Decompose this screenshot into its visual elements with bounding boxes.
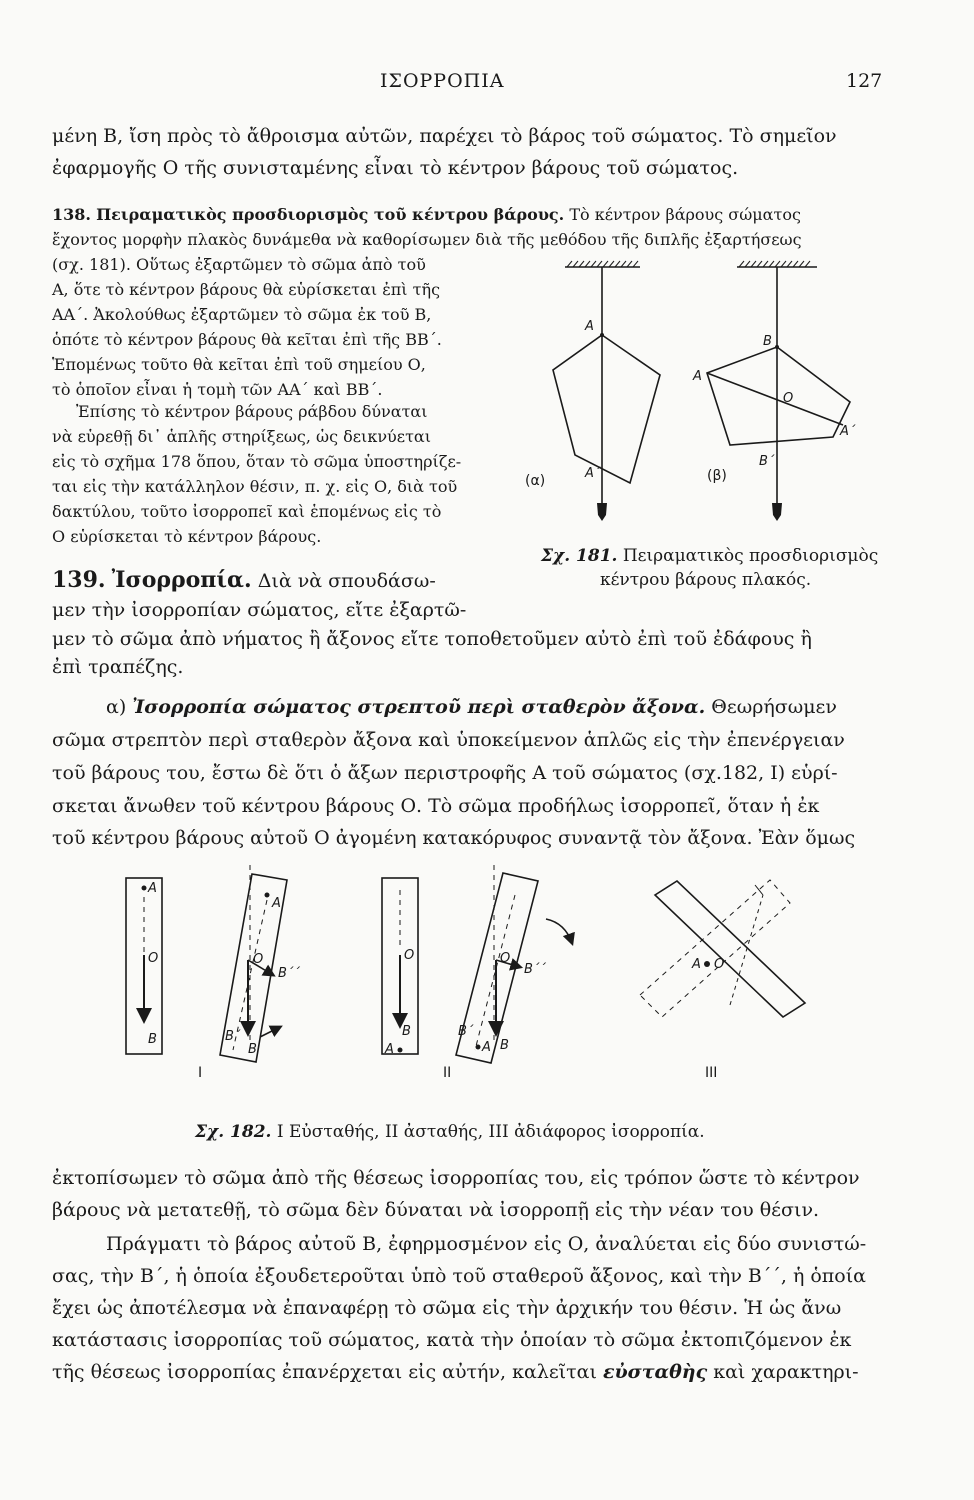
- text-line: Α, ὅτε τὸ κέντρον βάρους θὰ εὑρίσκεται ἐπὶ τῆς: [52, 280, 441, 299]
- subfigure-label-b: (β): [707, 468, 727, 484]
- point-label-O: O: [500, 951, 511, 966]
- figure-182-caption: [195, 1122, 705, 1142]
- text-line: σκεται ἄνωθεν τοῦ κέντρου βάρους Ο. Τὸ σῶμα προδήλως ἰσορροπεῖ, ὅταν ἡ ἐκ: [52, 795, 820, 817]
- figure-181-caption-line2: κέντρου βάρους πλακός.: [600, 570, 812, 590]
- subfigure-label-a: (α): [525, 473, 546, 489]
- point-label-A: A: [272, 896, 281, 911]
- roman-label-II: II: [443, 1065, 452, 1081]
- point-label-A: A: [482, 1040, 491, 1055]
- point-label-B-dprime: B΄΄: [278, 966, 300, 981]
- text-line: τοῦ βάρους του, ἔστω δὲ ὅτι ὁ ἄξων περιστροφῆς Α τοῦ σώματος (σχ.182, Ι) εὑρί-: [52, 762, 838, 784]
- point-label-B: B: [248, 1042, 257, 1057]
- point-label-B-prime: B΄: [458, 1024, 474, 1039]
- text-line: εἰς τὸ σχῆμα 178 ὅπου, ὅταν τὸ σῶμα ὑποστηρίζε-: [52, 452, 462, 471]
- caption-text: Πειραματικὸς προσδιορισμὸς: [622, 546, 879, 566]
- subsection-a-first-line: [106, 695, 837, 719]
- point-label-B-prime: B΄: [759, 454, 775, 469]
- section-138-first-line: [52, 203, 801, 227]
- text-line: σῶμα στρεπτὸν περὶ σταθερὸν ἄξονα καὶ ὑποκείμενον ἁπλῶς εἰς τὴν ἐπενέργειαν: [52, 729, 845, 751]
- text-line: Πράγματι τὸ βάρος αὐτοῦ Β, ἐφηρμοσμένον εἰς Ο, ἀναλύεται εἰς δύο συνιστώ-: [106, 1233, 867, 1255]
- point-label-B: B: [763, 334, 772, 349]
- text-line: νὰ εὑρεθῇ δι᾽ ἁπλῆς στηρίξεως, ὡς δεικνύεται: [52, 427, 431, 446]
- point-label-B: B: [500, 1038, 509, 1053]
- text-line: ται εἰς τὴν κατάλληλον θέσιν, π. χ. εἰς Ο, διὰ τοῦ: [52, 477, 458, 496]
- text-run: τῆς θέσεως ἰσορροπίας ἐπανέρχεται εἰς αὐτήν, καλεῖται: [52, 1361, 597, 1383]
- text-line-last: [52, 1360, 859, 1384]
- text-line: βάρους νὰ μετατεθῇ, τὸ σῶμα δὲν δύναται νὰ ἰσορροπῇ εἰς τὴν νέαν του θέσιν.: [52, 1199, 820, 1221]
- running-header-title: ΙΣΟΡΡΟΠΙΑ: [380, 70, 505, 92]
- point-label-A-prime: A΄: [840, 424, 856, 439]
- text-line: Ο εὑρίσκεται τὸ κέντρον βάρους.: [52, 527, 322, 546]
- section-heading: Πειραματικὸς προσδιορισμὸς τοῦ κέντρου βάρους.: [96, 205, 565, 224]
- point-label-O: O: [714, 957, 725, 972]
- text-line: μεν τὴν ἰσορροπίαν σώματος, εἴτε ἐξαρτῶ-: [52, 599, 467, 621]
- text-run: Θεωρήσωμεν: [711, 696, 837, 718]
- text-run: Διὰ νὰ σπουδάσω-: [257, 570, 436, 592]
- point-label-O: O: [148, 951, 159, 966]
- figure-181-caption-line1: [541, 546, 878, 566]
- text-line: κατάστασις ἰσορροπίας τοῦ σώματος, κατὰ τὴν ὁποίαν τὸ σῶμα ἐκτοπιζόμενον ἐκ: [52, 1329, 852, 1351]
- text-line: ἔχοντος μορφὴν πλακὸς δυνάμεθα νὰ καθορίσωμεν διὰ τῆς μεθόδου τῆς διπλῆς ἐξαρτήσεως: [52, 230, 802, 249]
- roman-label-III: III: [705, 1065, 718, 1081]
- point-label-O: O: [783, 391, 794, 406]
- roman-label-I: I: [198, 1065, 203, 1081]
- point-label-A: A: [692, 957, 701, 972]
- text-line: δακτύλου, τοῦτο ἰσορροπεῖ καὶ ἑπομένως εἰς τὸ: [52, 502, 442, 521]
- point-label-A: A: [585, 319, 594, 334]
- text-line: (σχ. 181). Οὕτως ἐξαρτῶμεν τὸ σῶμα ἀπὸ τοῦ: [52, 255, 426, 274]
- subsection-title: Ἰσορροπία σώματος στρεπτοῦ περὶ σταθερὸν ἄξονα.: [132, 696, 706, 718]
- caption-label: Σχ. 181.: [541, 546, 618, 566]
- point-label-O: O: [253, 952, 264, 967]
- text-line: ΑΑ΄. Ἀκολούθως ἐξαρτῶμεν τὸ σῶμα ἐκ τοῦ Β,: [52, 305, 432, 324]
- text-line: ἐκτοπίσωμεν τὸ σῶμα ἀπὸ τῆς θέσεως ἰσορροπίας του, εἰς τρόπον ὥστε τὸ κέντρον: [52, 1167, 860, 1189]
- caption-label: Σχ. 182.: [195, 1122, 272, 1142]
- point-label-A: A: [693, 369, 702, 384]
- subsection-prefix: α): [106, 696, 127, 718]
- page-number: 127: [846, 70, 883, 92]
- section-number: 139.: [52, 567, 106, 593]
- section-number: 138.: [52, 205, 91, 224]
- text-line: Ἐπίσης τὸ κέντρον βάρους ράβδου δύναται: [76, 402, 428, 421]
- term-eustathis: εὐσταθὴς: [602, 1361, 708, 1383]
- text-line: σας, τὴν Β΄, ἡ ὁποία ἐξουδετεροῦται ὑπὸ τοῦ σταθεροῦ ἄξονος, καὶ τὴν Β΄΄, ἡ ὁποία: [52, 1265, 867, 1287]
- figure-181: [515, 255, 895, 545]
- text-line: τοῦ κέντρου βάρους αὐτοῦ Ο ἀγομένη κατακόρυφος συναντᾷ τὸν ἄξονα. Ἐὰν ὅμως: [52, 827, 856, 849]
- section-139-first-line: [52, 568, 436, 593]
- caption-text: Ι Εὐσταθής, ΙΙ ἀσταθής, ΙΙΙ ἀδιάφορος ἰσορροπία.: [276, 1122, 705, 1142]
- figure-182: [110, 855, 830, 1085]
- text-line: ἐφαρμογῆς Ο τῆς συνισταμένης εἶναι τὸ κέντρον βάρους τοῦ σώματος.: [52, 157, 739, 179]
- text-run: καὶ χαρακτηρι-: [713, 1361, 859, 1383]
- text-run: Τὸ κέντρον βάρους σώματος: [569, 205, 801, 224]
- text-line: μεν τὸ σῶμα ἀπὸ νήματος ἢ ἄξονος εἴτε τοποθετοῦμεν αὐτὸ ἐπὶ τοῦ ἐδάφους ἢ: [52, 628, 812, 650]
- point-label-B: B: [402, 1024, 411, 1039]
- point-label-O: O: [404, 948, 415, 963]
- point-label-B: B: [148, 1032, 157, 1047]
- point-label-B-prime: B΄: [225, 1029, 241, 1044]
- text-line: τὸ ὁποῖον εἶναι ἡ τομὴ τῶν ΑΑ΄ καὶ ΒΒ΄.: [52, 380, 383, 399]
- text-line: ἐπὶ τραπέζης.: [52, 656, 184, 678]
- section-title: Ἰσορροπία.: [111, 567, 252, 593]
- text-line: ὁπότε τὸ κέντρον βάρους θὰ κεῖται ἐπὶ τῆς ΒΒ΄.: [52, 330, 442, 349]
- text-line: μένη Β, ἴση πρὸς τὸ ἄθροισμα αὐτῶν, παρέχει τὸ βάρος τοῦ σώματος. Τὸ σημεῖον: [52, 125, 837, 147]
- text-line: ἔχει ὡς ἀποτέλεσμα νὰ ἐπαναφέρῃ τὸ σῶμα εἰς τὴν ἀρχικήν του θέσιν. Ἡ ὡς ἄνω: [52, 1297, 842, 1319]
- point-label-A: A: [385, 1042, 394, 1057]
- point-label-B-dprime: B΄΄: [524, 962, 546, 977]
- point-label-A-prime: A΄: [585, 466, 601, 481]
- text-line: Ἑπομένως τοῦτο θὰ κεῖται ἐπὶ τοῦ σημείου Ο,: [52, 355, 426, 374]
- point-label-A: A: [148, 881, 157, 896]
